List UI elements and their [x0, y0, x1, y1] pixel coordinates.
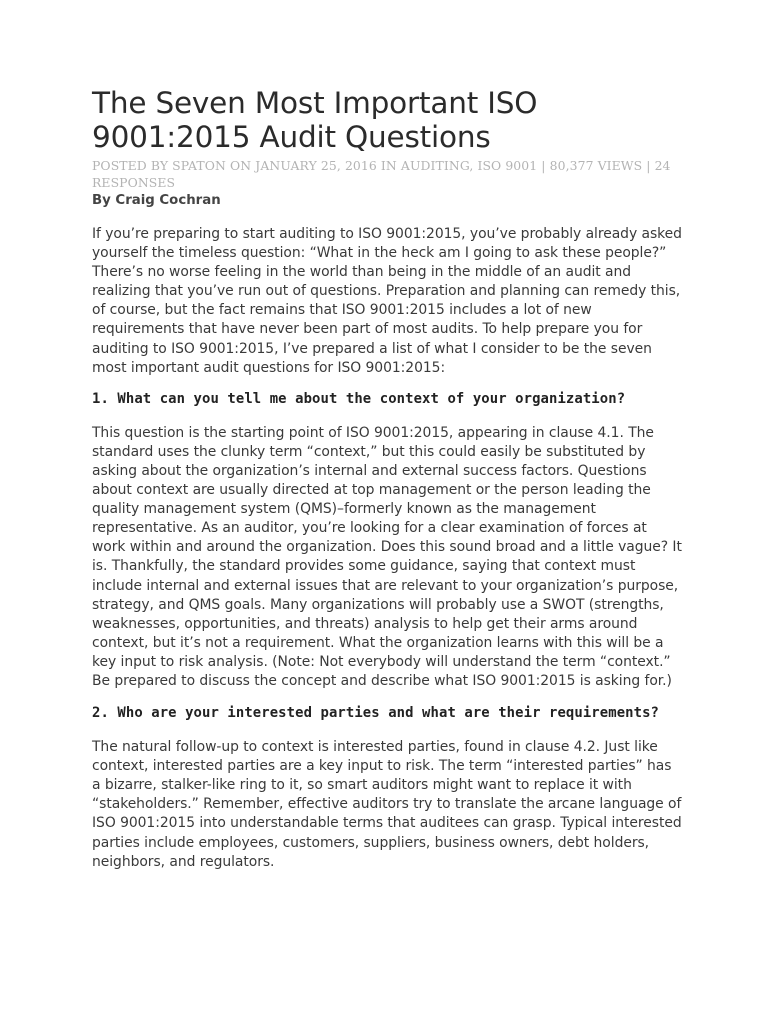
author-byline: By Craig Cochran [92, 193, 221, 208]
post-meta: POSTED BY SPATON ON JANUARY 25, 2016 IN AUDITING, ISO 9001 | 80,377 VIEWS | 24 RESPONSES [92, 158, 671, 190]
article-title: The Seven Most Important ISO 9001:2015 Audit Questions [92, 86, 538, 154]
question-2-body: The natural follow-up to context is interested parties, found in clause 4.2. Just like context, interested parties are a key input to risk. The term “interested parties” has a bizarre, stalker-like ring to it, so smart auditors might want to replace it with “stakeholders.” Remember, effective auditors try to translate the arcane language of ISO 9001:2015 into understandable terms that auditees can grasp. Typical interested parties include employees, customers, suppliers, business owners, debt holders, neighbors, and regulators. [92, 739, 682, 870]
article [92, 86, 682, 872]
question-2-heading: 2. Who are your interested parties and what are their requirements? [92, 705, 660, 722]
intro-paragraph: If you’re preparing to start auditing to ISO 9001:2015, you’ve probably already asked yourself the timeless question: “What in the heck am I going to ask these people?” There’s no worse feeling in the world than being in the middle of an audit and realizing that you’ve run out of questions. Preparation and planning can remedy this, of course, but the fact remains that ISO 9001:2015 includes a lot of new requirements that have never been part of most audits. To help prepare you for auditing to ISO 9001:2015, I’ve prepared a list of what I consider to be the seven most important audit questions for ISO 9001:2015: [92, 226, 682, 376]
question-1-body: This question is the starting point of ISO 9001:2015, appearing in clause 4.1. The standard uses the clunky term “context,” but this could easily be substituted by asking about the organization’s internal and external success factors. Questions about context are usually directed at top management or the person leading the quality management system (QMS)–formerly known as the management representative. As an auditor, you’re looking for a clear examination of forces at work within and around the organization. Does this sound broad and a little vague? It is. Thankfully, the standard provides some guidance, saying that context must include internal and external issues that are relevant to your organization’s purpose, strategy, and QMS goals. Many organizations will probably use a SWOT (strengths, weaknesses, opportunities, and threats) analysis to help get their arms around context, but it’s not a requirement. What the organization learns with this will be a key input to risk analysis. (Note: Not everybody will understand the term “context.” Be prepared to discuss the concept and describe what ISO 9001:2015 is asking for.) [92, 424, 682, 689]
question-1-heading: 1. What can you tell me about the context of your organization? [92, 390, 626, 407]
